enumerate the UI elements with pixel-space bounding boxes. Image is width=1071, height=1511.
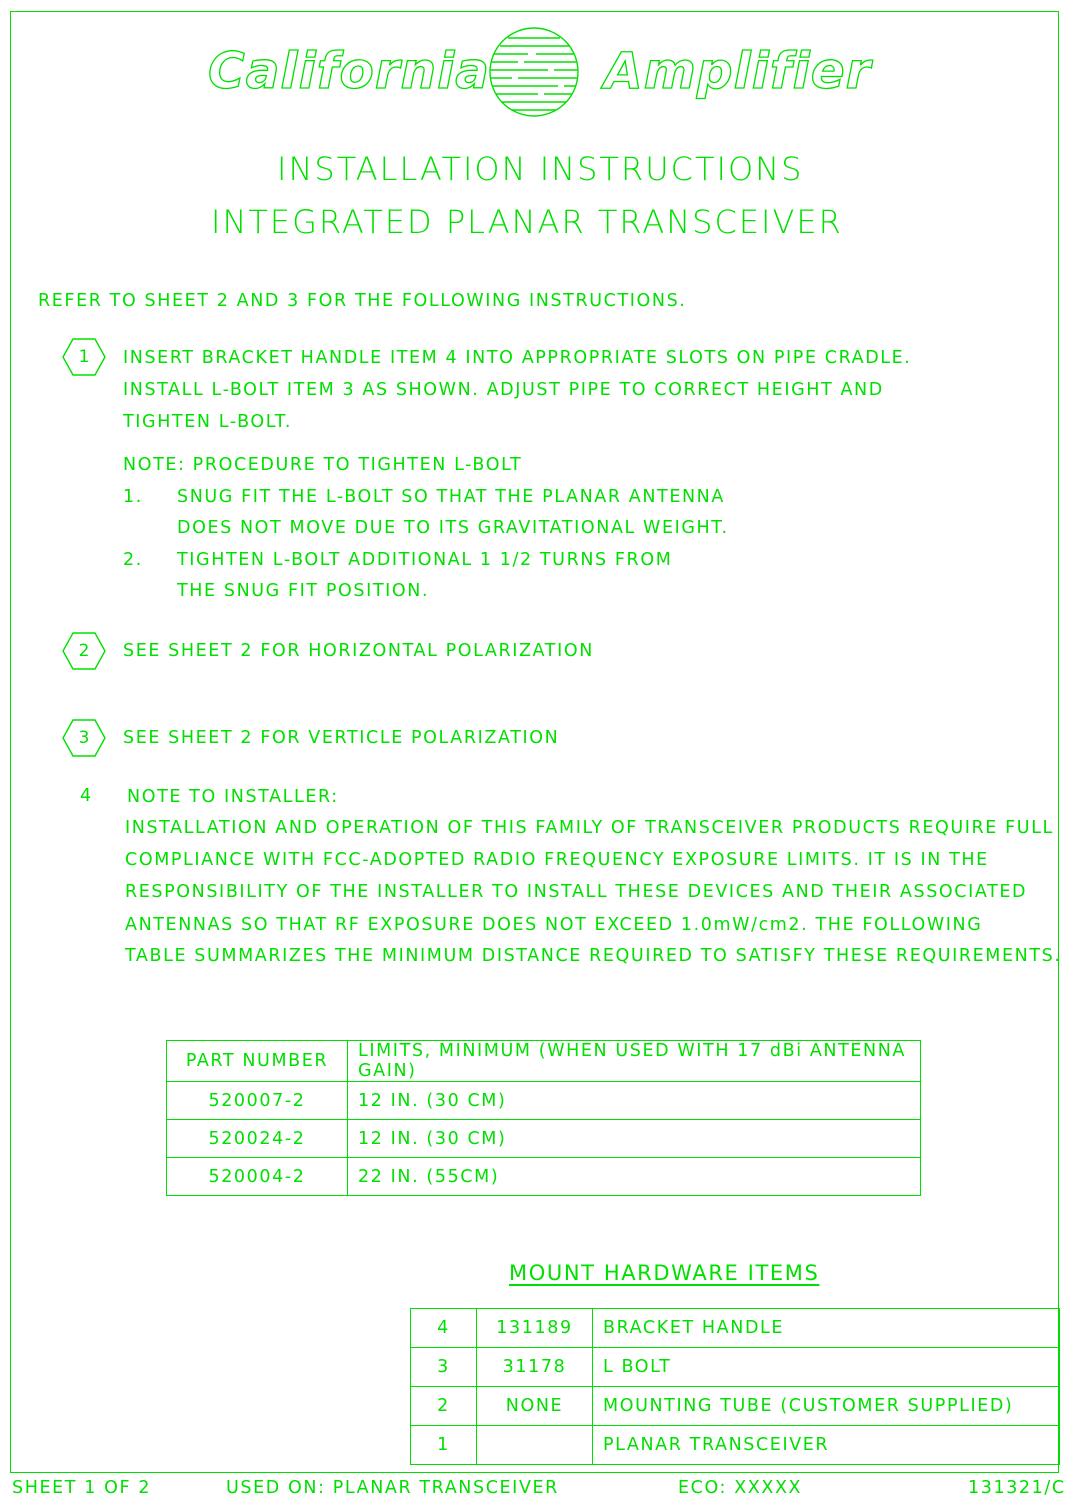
- title-line-1: INSTALLATION INSTRUCTIONS: [277, 150, 804, 188]
- table-row: [167, 1158, 921, 1196]
- item-number-cell: 4: [411, 1309, 477, 1348]
- item-description-cell: BRACKET HANDLE: [593, 1309, 1060, 1348]
- step-4-title: NOTE TO INSTALLER:: [127, 787, 339, 807]
- table-row: [167, 1120, 921, 1158]
- item-number-cell: 2: [411, 1387, 477, 1426]
- hardware-items-table: [410, 1308, 1060, 1465]
- item-part-cell: [477, 1426, 593, 1465]
- step-1-number: 1: [78, 347, 90, 367]
- item-description-cell: PLANAR TRANSCEIVER: [593, 1426, 1060, 1465]
- note-item-2-line-2: THE SNUG FIT POSITION.: [177, 581, 430, 601]
- step-2-hex-badge: [62, 632, 106, 670]
- table-row: [411, 1348, 1060, 1387]
- step-4-line-3: RESPONSIBILITY OF THE INSTALLER TO INSTALL THESE DEVICES AND THEIR ASSOCIATED: [125, 882, 1028, 902]
- step-4-line-5: TABLE SUMMARIZES THE MINIMUM DISTANCE REQUIRED TO SATISFY THESE REQUIREMENTS.: [125, 946, 1062, 966]
- header-part-number: PART NUMBER: [167, 1041, 348, 1082]
- note-item-1-line-1: SNUG FIT THE L-BOLT SO THAT THE PLANAR ANTENNA: [177, 487, 725, 507]
- step-4-number: 4: [80, 786, 93, 806]
- step-4-line-1: INSTALLATION AND OPERATION OF THIS FAMILY OF TRANSCEIVER PRODUCTS REQUIRE FULL: [125, 818, 1054, 838]
- item-description-cell: MOUNTING TUBE (CUSTOMER SUPPLIED): [593, 1387, 1060, 1426]
- note-item-2-line-1: TIGHTEN L-BOLT ADDITIONAL 1 1/2 TURNS FROM: [177, 550, 673, 570]
- footer-doc-number: 131321/C: [968, 1478, 1066, 1498]
- step-1-hex-badge: [62, 338, 106, 376]
- step-4-line-4: ANTENNAS SO THAT RF EXPOSURE DOES NOT EXCEED 1.0mW/cm2. THE FOLLOWING: [125, 915, 983, 935]
- step-2-number: 2: [78, 641, 90, 661]
- step-2-text: SEE SHEET 2 FOR HORIZONTAL POLARIZATION: [123, 641, 594, 661]
- table-row: [167, 1082, 921, 1120]
- table-row: [411, 1387, 1060, 1426]
- note-item-2-number: 2.: [123, 550, 143, 570]
- limit-cell: 22 IN. (55CM): [348, 1158, 921, 1196]
- logo-text-right: Amplifier: [604, 42, 872, 100]
- step-4-line-2: COMPLIANCE WITH FCC-ADOPTED RADIO FREQUENCY EXPOSURE LIMITS. IT IS IN THE: [125, 850, 989, 870]
- item-part-cell: NONE: [477, 1387, 593, 1426]
- item-description-cell: L BOLT: [593, 1348, 1060, 1387]
- note-item-1-number: 1.: [123, 487, 143, 507]
- intro-text: REFER TO SHEET 2 AND 3 FOR THE FOLLOWING INSTRUCTIONS.: [38, 291, 687, 311]
- step-3-hex-badge: [62, 719, 106, 757]
- item-part-cell: 31178: [477, 1348, 593, 1387]
- footer-sheet: SHEET 1 OF 2: [12, 1478, 152, 1498]
- table-row: [411, 1309, 1060, 1348]
- part-number-cell: 520024-2: [167, 1120, 348, 1158]
- exposure-limits-table: [166, 1040, 921, 1196]
- title-line-2: INTEGRATED PLANAR TRANSCEIVER: [211, 203, 843, 241]
- step-1-line-3: TIGHTEN L-BOLT.: [123, 412, 293, 432]
- part-number-cell: 520004-2: [167, 1158, 348, 1196]
- table-row: [411, 1426, 1060, 1465]
- logo-globe-icon: [488, 26, 580, 118]
- step-1-line-2: INSTALL L-BOLT ITEM 3 AS SHOWN. ADJUST PIPE TO CORRECT HEIGHT AND: [123, 380, 884, 400]
- header-limits: LIMITS, MINIMUM (WHEN USED WITH 17 dBi ANTENNA GAIN): [348, 1041, 921, 1082]
- footer-used-on: USED ON: PLANAR TRANSCEIVER: [226, 1478, 559, 1498]
- footer-eco: ECO: XXXXX: [678, 1478, 803, 1498]
- part-number-cell: 520007-2: [167, 1082, 348, 1120]
- logo-text-left: California: [208, 42, 490, 100]
- item-part-cell: 131189: [477, 1309, 593, 1348]
- note-item-1-line-2: DOES NOT MOVE DUE TO ITS GRAVITATIONAL WEIGHT.: [177, 518, 729, 538]
- limit-cell: 12 IN. (30 CM): [348, 1120, 921, 1158]
- item-number-cell: 3: [411, 1348, 477, 1387]
- note-title: NOTE: PROCEDURE TO TIGHTEN L-BOLT: [123, 455, 523, 475]
- hardware-title: MOUNT HARDWARE ITEMS: [509, 1261, 820, 1285]
- step-3-text: SEE SHEET 2 FOR VERTICLE POLARIZATION: [123, 728, 560, 748]
- table-header-row: [167, 1041, 921, 1082]
- step-3-number: 3: [78, 728, 90, 748]
- item-number-cell: 1: [411, 1426, 477, 1465]
- limit-cell: 12 IN. (30 CM): [348, 1082, 921, 1120]
- step-1-line-1: INSERT BRACKET HANDLE ITEM 4 INTO APPROPRIATE SLOTS ON PIPE CRADLE.: [123, 348, 912, 368]
